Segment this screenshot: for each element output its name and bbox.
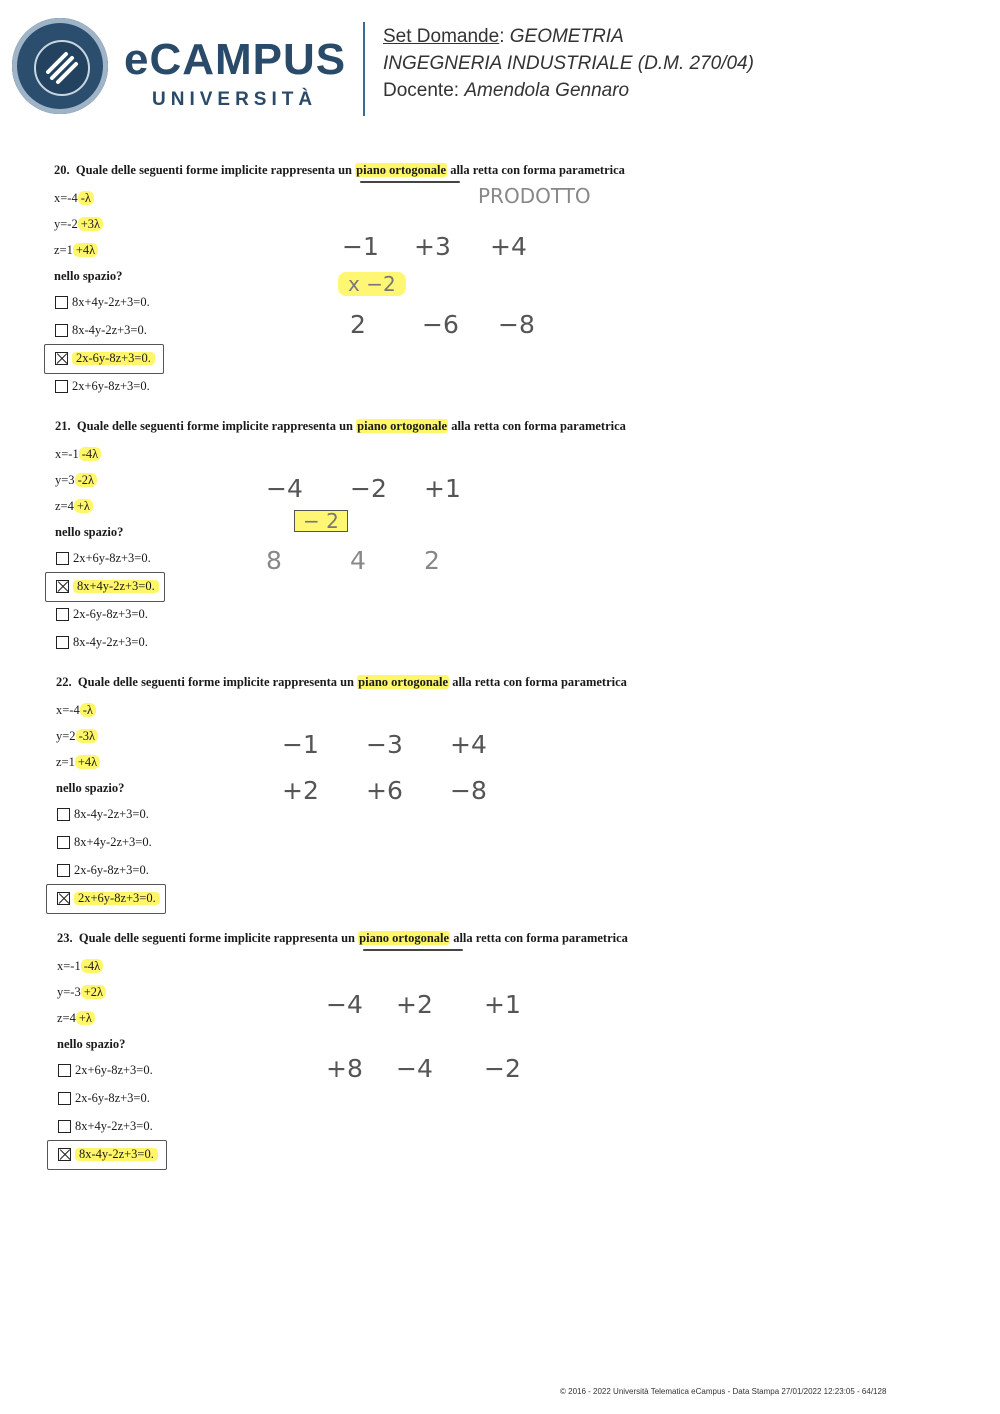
handwritten-value: −6 bbox=[422, 310, 459, 339]
checkbox[interactable] bbox=[55, 324, 68, 337]
equation-lhs: y=-3 bbox=[57, 985, 81, 999]
handwritten-value: +8 bbox=[326, 1054, 363, 1083]
course-line bbox=[383, 54, 754, 73]
answer-option[interactable] bbox=[55, 380, 150, 393]
question-text-highlight: piano ortogonale bbox=[358, 675, 449, 689]
equation-lhs: z=1 bbox=[54, 243, 73, 257]
equation-highlighted-term: -4λ bbox=[79, 447, 101, 461]
question-text-suffix: alla retta con forma parametrica bbox=[450, 163, 625, 177]
answer-option-text: 2x+6y-8z+3=0. bbox=[75, 1063, 153, 1078]
question-text-prefix: Quale delle seguenti forme implicite rappresenta un bbox=[78, 931, 356, 945]
answer-option[interactable] bbox=[55, 324, 147, 337]
answer-option[interactable] bbox=[56, 636, 148, 649]
parametric-equation bbox=[55, 448, 101, 461]
question-text-suffix: alla retta con forma parametrica bbox=[453, 931, 628, 945]
set-domande-line: Set Domande: GEOMETRIA bbox=[383, 26, 624, 47]
equation-lhs: x=-4 bbox=[56, 703, 80, 717]
equation-highlighted-term: -2λ bbox=[75, 473, 97, 487]
handwritten-value: +6 bbox=[366, 776, 403, 805]
handwritten-value: −1 bbox=[282, 730, 319, 759]
answer-option[interactable] bbox=[55, 296, 150, 309]
selected-answer-frame bbox=[47, 1140, 167, 1170]
handwritten-value: −2 bbox=[350, 474, 387, 503]
logo-subtitle: UNIVERSITÀ bbox=[152, 89, 318, 110]
answer-option-text: 2x+6y-8z+3=0. bbox=[74, 892, 160, 905]
selected-answer-frame bbox=[45, 572, 165, 602]
pen-underline bbox=[363, 949, 463, 951]
equation-highlighted-term: -3λ bbox=[76, 729, 98, 743]
equation-lhs: y=-2 bbox=[54, 217, 78, 231]
logo-emblem-inner bbox=[34, 40, 90, 96]
parametric-equation bbox=[56, 704, 96, 717]
checkbox[interactable] bbox=[55, 380, 68, 393]
question-title bbox=[55, 420, 626, 433]
answer-option-text: 8x-4y-2z+3=0. bbox=[72, 323, 147, 338]
handwritten-value: +2 bbox=[282, 776, 319, 805]
handwritten-value: −4 bbox=[266, 474, 303, 503]
equation-highlighted-term: +λ bbox=[74, 499, 93, 513]
parametric-equation bbox=[57, 960, 103, 973]
answer-option-text: 8x+4y-2z+3=0. bbox=[75, 1119, 153, 1134]
parametric-equation bbox=[57, 1012, 95, 1025]
question-number: 20. bbox=[54, 163, 70, 177]
checkbox[interactable] bbox=[57, 864, 70, 877]
handwritten-value: 2 bbox=[350, 310, 366, 339]
question-number: 21. bbox=[55, 419, 71, 433]
answer-option-text: 8x-4y-2z+3=0. bbox=[73, 635, 148, 650]
answer-option-text: 2x-6y-8z+3=0. bbox=[73, 607, 148, 622]
answer-option-text: 8x+4y-2z+3=0. bbox=[72, 295, 150, 310]
logo-wordmark: eCAMPUS bbox=[124, 35, 347, 84]
equation-highlighted-term: -λ bbox=[80, 703, 96, 717]
answer-option-text: 8x+4y-2z+3=0. bbox=[74, 835, 152, 850]
equation-highlighted-term: +4λ bbox=[73, 243, 98, 257]
handwritten-word: PRODOTTO bbox=[478, 184, 591, 208]
question-text-suffix: alla retta con forma parametrica bbox=[452, 675, 627, 689]
checkbox[interactable] bbox=[58, 1064, 71, 1077]
selected-answer-frame bbox=[46, 884, 166, 914]
question-title bbox=[54, 164, 625, 177]
handwritten-value: −2 bbox=[484, 1054, 521, 1083]
handwritten-multiplier: x −2 bbox=[338, 272, 406, 296]
answer-option[interactable] bbox=[56, 552, 151, 565]
question-text-highlight: piano ortogonale bbox=[359, 931, 450, 945]
parametric-equation bbox=[55, 474, 97, 487]
nello-spazio-label: nello spazio? bbox=[54, 269, 123, 283]
question-text-prefix: Quale delle seguenti forme implicite rappresenta un bbox=[77, 675, 355, 689]
answer-option-text: 8x-4y-2z+3=0. bbox=[75, 1148, 158, 1161]
handwritten-value: +3 bbox=[414, 232, 451, 261]
selected-answer-frame bbox=[44, 344, 164, 374]
checkbox[interactable] bbox=[57, 808, 70, 821]
course-name: INGEGNERIA INDUSTRIALE (D.M. 270/04) bbox=[383, 53, 754, 74]
question-number: 22. bbox=[56, 675, 72, 689]
handwritten-value: −4 bbox=[396, 1054, 433, 1083]
question-text-prefix: Quale delle seguenti forme implicite rappresenta un bbox=[76, 419, 354, 433]
handwritten-value: −8 bbox=[450, 776, 487, 805]
handwritten-value: 2 bbox=[424, 546, 440, 575]
teacher-label: Docente bbox=[383, 80, 454, 101]
equation-lhs: z=4 bbox=[55, 499, 74, 513]
parametric-equation bbox=[54, 218, 103, 231]
question-text-highlight: piano ortogonale bbox=[357, 419, 448, 433]
question-number: 23. bbox=[57, 931, 73, 945]
handwritten-value: +4 bbox=[450, 730, 487, 759]
checkbox[interactable] bbox=[55, 296, 68, 309]
footer: © 2016 - 2022 Università Telematica eCampus - Data Stampa 27/01/2022 12:23:05 - 64/128 bbox=[560, 1387, 887, 1396]
answer-option-text: 8x-4y-2z+3=0. bbox=[74, 807, 149, 822]
parametric-equation bbox=[56, 756, 100, 769]
equation-highlighted-term: -λ bbox=[78, 191, 94, 205]
logo-e-icon bbox=[36, 42, 88, 94]
question-text-suffix: alla retta con forma parametrica bbox=[451, 419, 626, 433]
parametric-equation bbox=[56, 730, 98, 743]
answer-option[interactable] bbox=[56, 608, 148, 621]
nello-spazio-label: nello spazio? bbox=[57, 1037, 126, 1051]
answer-option-text: 2x+6y-8z+3=0. bbox=[72, 379, 150, 394]
question-text-prefix: Quale delle seguenti forme implicite rappresenta un bbox=[75, 163, 353, 177]
equation-lhs: x=-1 bbox=[57, 959, 81, 973]
equation-lhs: y=3 bbox=[55, 473, 75, 487]
header-divider bbox=[363, 22, 365, 116]
handwritten-value: 4 bbox=[350, 546, 366, 575]
question-title bbox=[57, 932, 628, 945]
equation-highlighted-term: +λ bbox=[76, 1011, 95, 1025]
parametric-equation bbox=[57, 986, 106, 999]
handwritten-value: −4 bbox=[326, 990, 363, 1019]
set-label: Set Domande bbox=[383, 26, 500, 47]
answer-option-text: 2x-6y-8z+3=0. bbox=[75, 1091, 150, 1106]
handwritten-value: −8 bbox=[498, 310, 535, 339]
parametric-equation bbox=[54, 192, 94, 205]
answer-option[interactable] bbox=[58, 1064, 153, 1077]
equation-highlighted-term: +2λ bbox=[81, 985, 106, 999]
answer-option[interactable] bbox=[58, 1092, 150, 1105]
answer-option-text: 2x-6y-8z+3=0. bbox=[72, 352, 155, 365]
checkbox[interactable] bbox=[58, 1120, 71, 1133]
checkbox[interactable] bbox=[56, 636, 69, 649]
answer-option-text: 8x+4y-2z+3=0. bbox=[73, 580, 159, 593]
handwritten-value: 8 bbox=[266, 546, 282, 575]
equation-lhs: z=4 bbox=[57, 1011, 76, 1025]
handwritten-value: +2 bbox=[396, 990, 433, 1019]
equation-lhs: x=-1 bbox=[55, 447, 79, 461]
pen-underline bbox=[360, 181, 460, 183]
answer-option[interactable] bbox=[57, 836, 152, 849]
question-text-highlight: piano ortogonale bbox=[356, 163, 447, 177]
answer-option[interactable] bbox=[57, 864, 149, 877]
equation-highlighted-term: +4λ bbox=[75, 755, 100, 769]
equation-highlighted-term: +3λ bbox=[78, 217, 103, 231]
teacher-line: Docente: Amendola Gennaro bbox=[383, 80, 630, 101]
nello-spazio-label: nello spazio? bbox=[55, 525, 124, 539]
answer-option[interactable] bbox=[57, 808, 149, 821]
handwritten-value: −3 bbox=[366, 730, 403, 759]
parametric-equation bbox=[54, 244, 98, 257]
checkbox[interactable] bbox=[56, 552, 69, 565]
parametric-equation bbox=[55, 500, 93, 513]
handwritten-multiplier: − 2 bbox=[294, 510, 348, 532]
handwritten-value: +4 bbox=[490, 232, 527, 261]
answer-option-text: 2x-6y-8z+3=0. bbox=[74, 863, 149, 878]
equation-highlighted-term: -4λ bbox=[81, 959, 103, 973]
checkbox[interactable] bbox=[57, 836, 70, 849]
answer-option-text: 2x+6y-8z+3=0. bbox=[73, 551, 151, 566]
checkbox[interactable] bbox=[56, 608, 69, 621]
teacher-name: Amendola Gennaro bbox=[464, 80, 630, 101]
equation-lhs: x=-4 bbox=[54, 191, 78, 205]
question-title bbox=[56, 676, 627, 689]
set-value: GEOMETRIA bbox=[509, 26, 624, 47]
handwritten-value: −1 bbox=[342, 232, 379, 261]
checkbox[interactable] bbox=[58, 1092, 71, 1105]
handwritten-value: +1 bbox=[484, 990, 521, 1019]
equation-lhs: y=2 bbox=[56, 729, 76, 743]
handwritten-value: +1 bbox=[424, 474, 461, 503]
answer-option[interactable] bbox=[58, 1120, 153, 1133]
nello-spazio-label: nello spazio? bbox=[56, 781, 125, 795]
equation-lhs: z=1 bbox=[56, 755, 75, 769]
